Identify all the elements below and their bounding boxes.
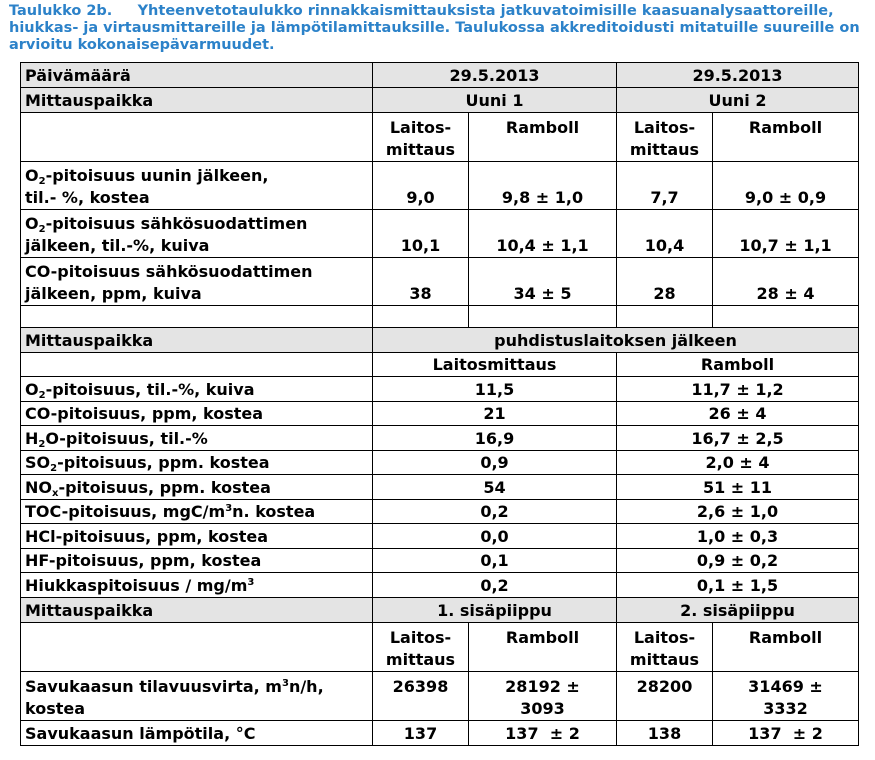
place-row-3 [21, 597, 859, 622]
col-ramboll-pipe-1: Ramboll [469, 622, 617, 671]
summary-table [20, 62, 859, 746]
table-row: $SO_2$-pitoisuus, ppm. kostea 0,9 2,0 ± 4 [21, 450, 859, 475]
col-ramboll: Ramboll [617, 353, 859, 377]
place-label-1: Mittauspaikka [21, 88, 373, 113]
oven-2: Uuni 2 [617, 88, 859, 113]
table-row: $O_2$-pitoisuus sähkösuodattimen jälkeen, til.-%, kuiva 10,1 10,4 ± 1,1 10,4 10,7 ± 1,1 [21, 210, 859, 258]
table-row: $NO_x$-pitoisuus, ppm. kostea 54 51 ± 11 [21, 475, 859, 500]
subheader-row-3 [21, 622, 859, 671]
col-ramboll-oven-2: Ramboll [713, 113, 859, 162]
table-row: $O_2$-pitoisuus uunin jälkeen, til.- %, kostea 9,0 9,8 ± 1,0 7,7 9,0 ± 0,9 [21, 162, 859, 210]
table-row: Savukaasun lämpötila, °C 137 137 ± 2 138 137 ± 2 [21, 720, 859, 745]
table-row: HCl-pitoisuus, ppm, kostea 0,0 1,0 ± 0,3 [21, 524, 859, 549]
place-row-2 [21, 328, 859, 353]
table-row: Hiukkaspitoisuus / $mg/m^3$ 0,2 0,1 ± 1,5 [21, 573, 859, 598]
date-2: 29.5.2013 [617, 63, 859, 88]
table-row: TOC-pitoisuus, mgC/$m^3n$. kostea 0,2 2,6 ± 1,0 [21, 499, 859, 524]
table-row: Savukaasun tilavuusvirta, $m^3n/h$, kostea 26398 28192 ± 3093 28200 31469 ± 3332 [21, 671, 859, 720]
col-laitos-oven-1: Laitos- mittaus [373, 113, 469, 162]
caption-title: Taulukko 2b. [9, 3, 113, 19]
spacer-row [21, 306, 859, 328]
table-row: HF-pitoisuus, ppm, kostea 0,1 0,9 ± 0,2 [21, 548, 859, 573]
place-label-2: Mittauspaikka [21, 328, 373, 353]
table-row: CO-pitoisuus, ppm, kostea 21 26 ± 4 [21, 401, 859, 426]
pipe-2: 2. sisäpiippu [617, 597, 859, 622]
pipe-1: 1. sisäpiippu [373, 597, 617, 622]
col-ramboll-pipe-2: Ramboll [713, 622, 859, 671]
col-laitos-oven-2: Laitos- mittaus [617, 113, 713, 162]
col-laitos-pipe-2: Laitos- mittaus [617, 622, 713, 671]
col-ramboll-oven-1: Ramboll [469, 113, 617, 162]
oven-1: Uuni 1 [373, 88, 617, 113]
table-caption [9, 3, 867, 54]
place-label-3: Mittauspaikka [21, 597, 373, 622]
table-row: $H_2O$-pitoisuus, til.-% 16,9 16,7 ± 2,5 [21, 426, 859, 451]
date-label: Päivämäärä [21, 63, 373, 88]
table-row: CO-pitoisuus sähkösuodattimen jälkeen, ppm, kuiva 38 34 ± 5 28 28 ± 4 [21, 258, 859, 306]
date-row [21, 63, 859, 88]
col-laitosmittaus: Laitosmittaus [373, 353, 617, 377]
place-row-1 [21, 88, 859, 113]
subheader-row-2 [21, 353, 859, 377]
col-laitos-pipe-1: Laitos- mittaus [373, 622, 469, 671]
subheader-row-1 [21, 113, 859, 162]
table-row: $O_2$-pitoisuus, til.-%, kuiva 11,5 11,7 ± 1,2 [21, 377, 859, 402]
date-1: 29.5.2013 [373, 63, 617, 88]
after-cleaning-header: puhdistuslaitoksen jälkeen [373, 328, 859, 353]
caption-text: Yhteenvetotaulukko rinnakkaismittauksista jatkuvatoimisille kaasuanalysaattoreille, hiukkas- ja virtausmittareille ja lämpötilamittauksille. Taulukossa akkreditoidusti mitatuille suureille on arvioitu kokonaisepävarmuudet. [9, 3, 860, 53]
